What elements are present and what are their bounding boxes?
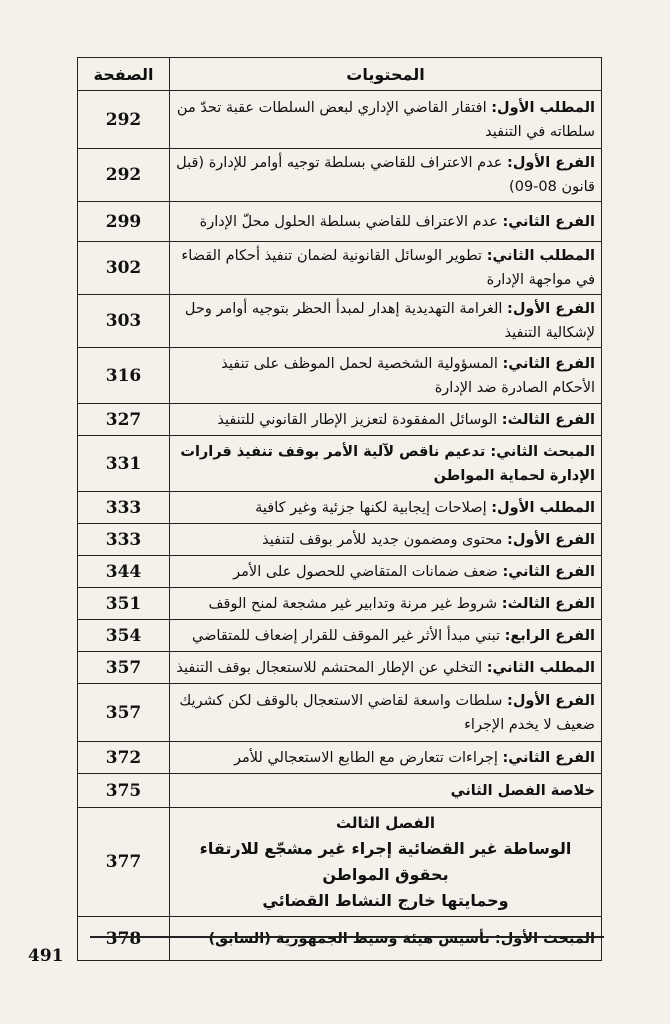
- table-row: [78, 202, 602, 242]
- entry-label: الفرع الثاني:: [502, 355, 595, 372]
- entry-page-number: 351: [78, 588, 170, 620]
- entry-page-number: 302: [78, 242, 170, 295]
- table-row: [78, 620, 602, 652]
- entry-title: [170, 774, 602, 808]
- page-number: 491: [28, 946, 64, 966]
- table-row: [78, 149, 602, 202]
- entry-label: المطلب الثاني:: [486, 248, 595, 264]
- entry-label: الفرع الأول:: [507, 531, 595, 548]
- entry-label: الفرع الأول:: [507, 301, 595, 317]
- table-row: [78, 774, 602, 808]
- entry-text: عدم الاعتراف للقاضي بسلطة الحلول محلّ الإدارة: [199, 213, 498, 230]
- entry-page-number: 331: [78, 436, 170, 492]
- entry-text: تبني مبدأ الأثر غير الموقف للقرار إضعاف للمتقاضي: [192, 627, 500, 644]
- entry-title: [170, 742, 602, 774]
- chapter-line1: الوساطة غير القضائية إجراء غير مشجّع للارتقاء بحقوق المواطن: [199, 839, 572, 884]
- table-row: [78, 242, 602, 295]
- entry-page-number: 372: [78, 742, 170, 774]
- entry-label: الفرع الثالث:: [501, 595, 595, 612]
- entry-text: تأسيس هيئة وسيط الجمهورية (السابق): [208, 930, 490, 947]
- table-row: [78, 524, 602, 556]
- entry-page-number: 327: [78, 404, 170, 436]
- entry-title: [170, 149, 602, 202]
- chapter-row: [78, 808, 602, 917]
- footer-rule: [90, 936, 604, 938]
- chapter-heading: الفصل الثالث: [335, 814, 435, 832]
- entry-title: [170, 295, 602, 348]
- contents-body: [78, 91, 602, 961]
- entry-text: محتوى ومضمون جديد للأمر بوقف لتنفيذ: [262, 531, 503, 548]
- entry-title: [170, 348, 602, 404]
- entry-label: المبحث الأول:: [494, 930, 595, 947]
- table-row: [78, 404, 602, 436]
- entry-label: المطلب الثاني:: [486, 659, 595, 676]
- entry-text: سلطات واسعة لقاضي الاستعجال بالوقف لكن كشريك ضعيف لا يخدم الإجراء: [179, 692, 595, 733]
- entry-title: [170, 652, 602, 684]
- entry-title: [170, 556, 602, 588]
- entry-text: خلاصة الفصل الثاني: [450, 782, 595, 799]
- entry-label: الفرع الثاني:: [502, 749, 595, 766]
- entry-title: [170, 436, 602, 492]
- entry-label: الفرع الثاني:: [502, 563, 595, 580]
- entry-text: التخلي عن الإطار المحتشم للاستعجال بوقف التنفيذ: [176, 659, 483, 676]
- entry-label: الفرع الرابع:: [504, 627, 595, 644]
- entry-text: المسؤولية الشخصية لحمل الموظف على تنفيذ الأحكام الصادرة ضد الإدارة: [221, 355, 595, 396]
- entry-title: [170, 588, 602, 620]
- entry-text: إصلاحات إيجابية لكنها جزئية وغير كافية: [255, 499, 487, 516]
- table-row: [78, 917, 602, 961]
- entry-label: الفرع الثالث:: [501, 411, 595, 428]
- entry-label: المبحث الثاني:: [490, 443, 595, 460]
- entry-title: [170, 492, 602, 524]
- entry-text: إجراءات تتعارض مع الطابع الاستعجالي للأمر: [234, 749, 498, 766]
- entry-text: شروط غير مرنة وتدابير غير مشجعة لمنح الوقف: [208, 595, 498, 612]
- entry-page-number: 333: [78, 492, 170, 524]
- entry-title: [170, 202, 602, 242]
- table-row: [78, 588, 602, 620]
- table-row: [78, 684, 602, 742]
- entry-title: [170, 620, 602, 652]
- entry-text: عدم الاعتراف للقاضي بسلطة توجيه أوامر للإدارة (قبل قانون 08-09): [176, 155, 595, 195]
- entry-page-number: 292: [78, 91, 170, 149]
- chapter-page-number: 377: [78, 808, 170, 917]
- entry-page-number: 299: [78, 202, 170, 242]
- entry-title: [170, 684, 602, 742]
- page-column-header: الصفحة: [78, 58, 170, 91]
- entry-label: المطلب الأول:: [491, 99, 595, 116]
- entry-page-number: 344: [78, 556, 170, 588]
- table-row: [78, 556, 602, 588]
- table-row: [78, 91, 602, 149]
- entry-page-number: 375: [78, 774, 170, 808]
- entry-page-number: 378: [78, 917, 170, 961]
- table-row: [78, 652, 602, 684]
- entry-page-number: 357: [78, 684, 170, 742]
- entry-label: الفرع الأول:: [507, 692, 595, 709]
- entry-page-number: 303: [78, 295, 170, 348]
- entry-title: [170, 242, 602, 295]
- entry-text: تدعيم ناقص لآلية الأمر بوقف تنفيذ قرارات الإدارة لحماية المواطن: [180, 443, 595, 484]
- entry-text: تطوير الوسائل القانونية لضمان تنفيذ أحكام القضاء في مواجهة الإدارة: [181, 248, 595, 288]
- table-row: [78, 742, 602, 774]
- entry-label: الفرع الأول:: [507, 155, 595, 171]
- table-row: [78, 348, 602, 404]
- entry-text: ضعف ضمانات المتقاضي للحصول على الأمر: [233, 563, 498, 580]
- table-row: [78, 492, 602, 524]
- entry-text: الغرامة التهديدية إهدار لمبدأ الحظر بتوجيه أوامر وحل لإشكالية التنفيذ: [184, 301, 595, 341]
- entry-text: افتقار القاضي الإداري لبعض السلطات عقبة تحدّ من سلطاته في التنفيد: [176, 99, 595, 140]
- entry-title: [170, 524, 602, 556]
- entry-page-number: 354: [78, 620, 170, 652]
- entry-title: [170, 917, 602, 961]
- entry-title: [170, 91, 602, 149]
- entry-page-number: 357: [78, 652, 170, 684]
- chapter-line2: وحمايتها خارج النشاط القضائي: [262, 891, 509, 910]
- entry-text: الوسائل المفقودة لتعزيز الإطار القانوني للتنفيذ: [217, 411, 498, 428]
- entry-page-number: 316: [78, 348, 170, 404]
- contents-title: المحتويات: [170, 58, 602, 91]
- table-row: [78, 295, 602, 348]
- contents-table: [77, 57, 602, 961]
- entry-page-number: 292: [78, 149, 170, 202]
- table-header-row: [78, 58, 602, 91]
- entry-label: الفرع الثاني:: [502, 213, 595, 230]
- entry-title: [170, 404, 602, 436]
- entry-page-number: 333: [78, 524, 170, 556]
- table-row: [78, 436, 602, 492]
- entry-label: المطلب الأول:: [491, 499, 595, 516]
- chapter-entry: [170, 808, 602, 917]
